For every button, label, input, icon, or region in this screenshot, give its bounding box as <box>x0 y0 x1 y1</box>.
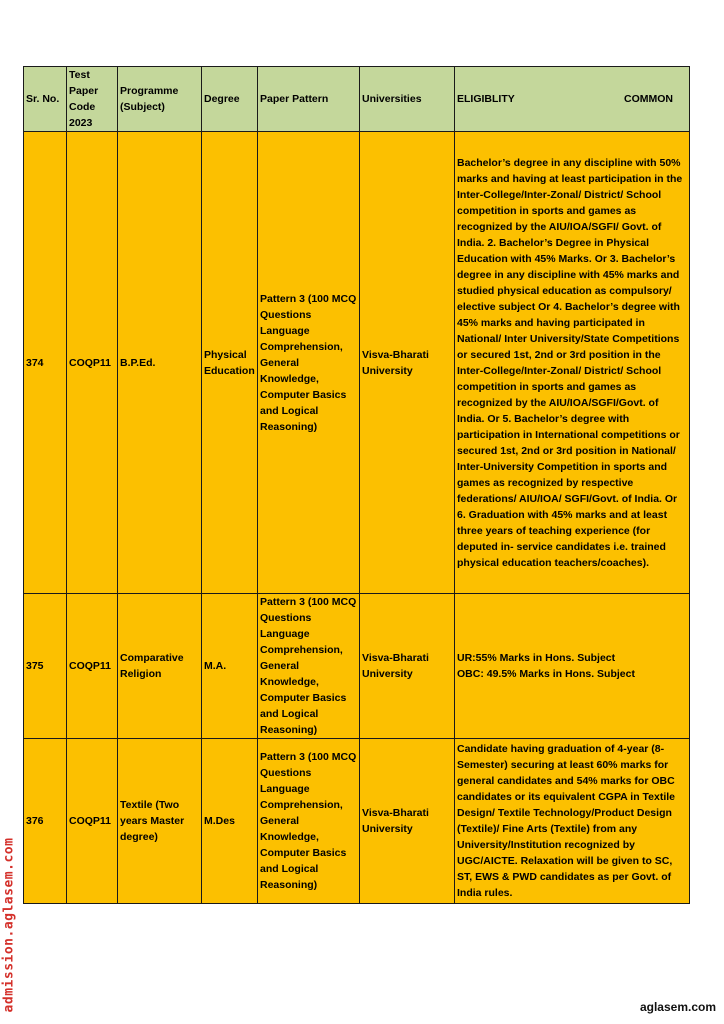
cell-sr-no: 374 <box>24 132 67 594</box>
cell-eligibility: Bachelor’s degree in any discipline with 50% marks and having at least participation in the Inter-College/Inter-Zonal/ District/ School competition in sports and games as recognized by the AIU/IOA/SGFI/ Govt. of India. 2. Bachelor’s Degree in Physical Education with 45% Marks. Or 3. Bachelor’s degree in any discipline with 45% marks and studied physical education as compulsory/ elective subject Or 4. Bachelor’s degree with 45% marks and having participated in National/ Inter University/State Competitions or secured 1st, 2nd or 3rd position in the Inter-College/Inter-Zonal/ District/ School competition in sports and games as recognized by the AIU/IOA/SGFI/Govt. of India. Or 5. Bachelor’s degree with participation in International competitions or secured 1st, 2nd or 3rd position in National/ Inter-University Competition in sports and games as recognized by respective federations/ AIU/IOA/ SGFI/Govt. of India. Or 6. Graduation with 45% marks and at least three years of teaching experience (for deputed in- service candidates i.e. trained physical education teachers/coaches). <box>455 132 690 594</box>
cell-paper-pattern: Pattern 3 (100 MCQ Questions Language Comprehension, General Knowledge, Computer Basics and Logical Reasoning) <box>258 739 360 904</box>
header-eligibility-label: ELIGIBLITY <box>457 93 515 105</box>
cell-code: COQP11 <box>67 739 118 904</box>
cell-paper-pattern: Pattern 3 (100 MCQ Questions Language Comprehension, General Knowledge, Computer Basics and Logical Reasoning) <box>258 132 360 594</box>
header-degree: Degree <box>202 67 258 132</box>
cell-eligibility: UR:55% Marks in Hons. Subject OBC: 49.5% Marks in Hons. Subject <box>455 594 690 739</box>
header-common-label: COMMON <box>624 93 673 105</box>
cell-university: Visva-Bharati University <box>360 739 455 904</box>
cell-code: COQP11 <box>67 594 118 739</box>
watermark-text: admission.aglasem.com <box>1 837 17 1013</box>
cell-sr-no: 375 <box>24 594 67 739</box>
cell-programme: B.P.Ed. <box>118 132 202 594</box>
cell-degree: Physical Education <box>202 132 258 594</box>
table-row <box>24 594 690 739</box>
header-universities: Universities <box>360 67 455 132</box>
table-row <box>24 132 690 594</box>
cell-university: Visva-Bharati University <box>360 132 455 594</box>
cell-sr-no: 376 <box>24 739 67 904</box>
eligibility-table <box>23 66 690 904</box>
cell-degree: M.Des <box>202 739 258 904</box>
header-paper-pattern: Paper Pattern <box>258 67 360 132</box>
cell-programme: Textile (Two years Master degree) <box>118 739 202 904</box>
header-eligibility <box>455 67 690 132</box>
cell-eligibility: Candidate having graduation of 4-year (8-Semester) securing at least 60% marks for general candidates and 54% marks for OBC candidates or its equivalent CGPA in Textile Design/ Textile Technology/Product Design (Textile)/ Fine Arts (Textile) from any University/Institution recognized by UGC/AICTE. Relaxation will be given to SC, ST, EWS & PWD candidates as per Govt. of India rules. <box>455 739 690 904</box>
cell-degree: M.A. <box>202 594 258 739</box>
table-header-row <box>24 67 690 132</box>
cell-code: COQP11 <box>67 132 118 594</box>
table-row <box>24 739 690 904</box>
header-test-paper-code: Test Paper Code 2023 <box>67 67 118 132</box>
header-programme: Programme (Subject) <box>118 67 202 132</box>
footer-site-link[interactable]: aglasem.com <box>639 1000 716 1014</box>
vertical-watermark <box>2 830 16 1020</box>
header-sr-no: Sr. No. <box>24 67 67 132</box>
cell-paper-pattern: Pattern 3 (100 MCQ Questions Language Comprehension, General Knowledge, Computer Basics and Logical Reasoning) <box>258 594 360 739</box>
cell-university: Visva-Bharati University <box>360 594 455 739</box>
cell-programme: Comparative Religion <box>118 594 202 739</box>
